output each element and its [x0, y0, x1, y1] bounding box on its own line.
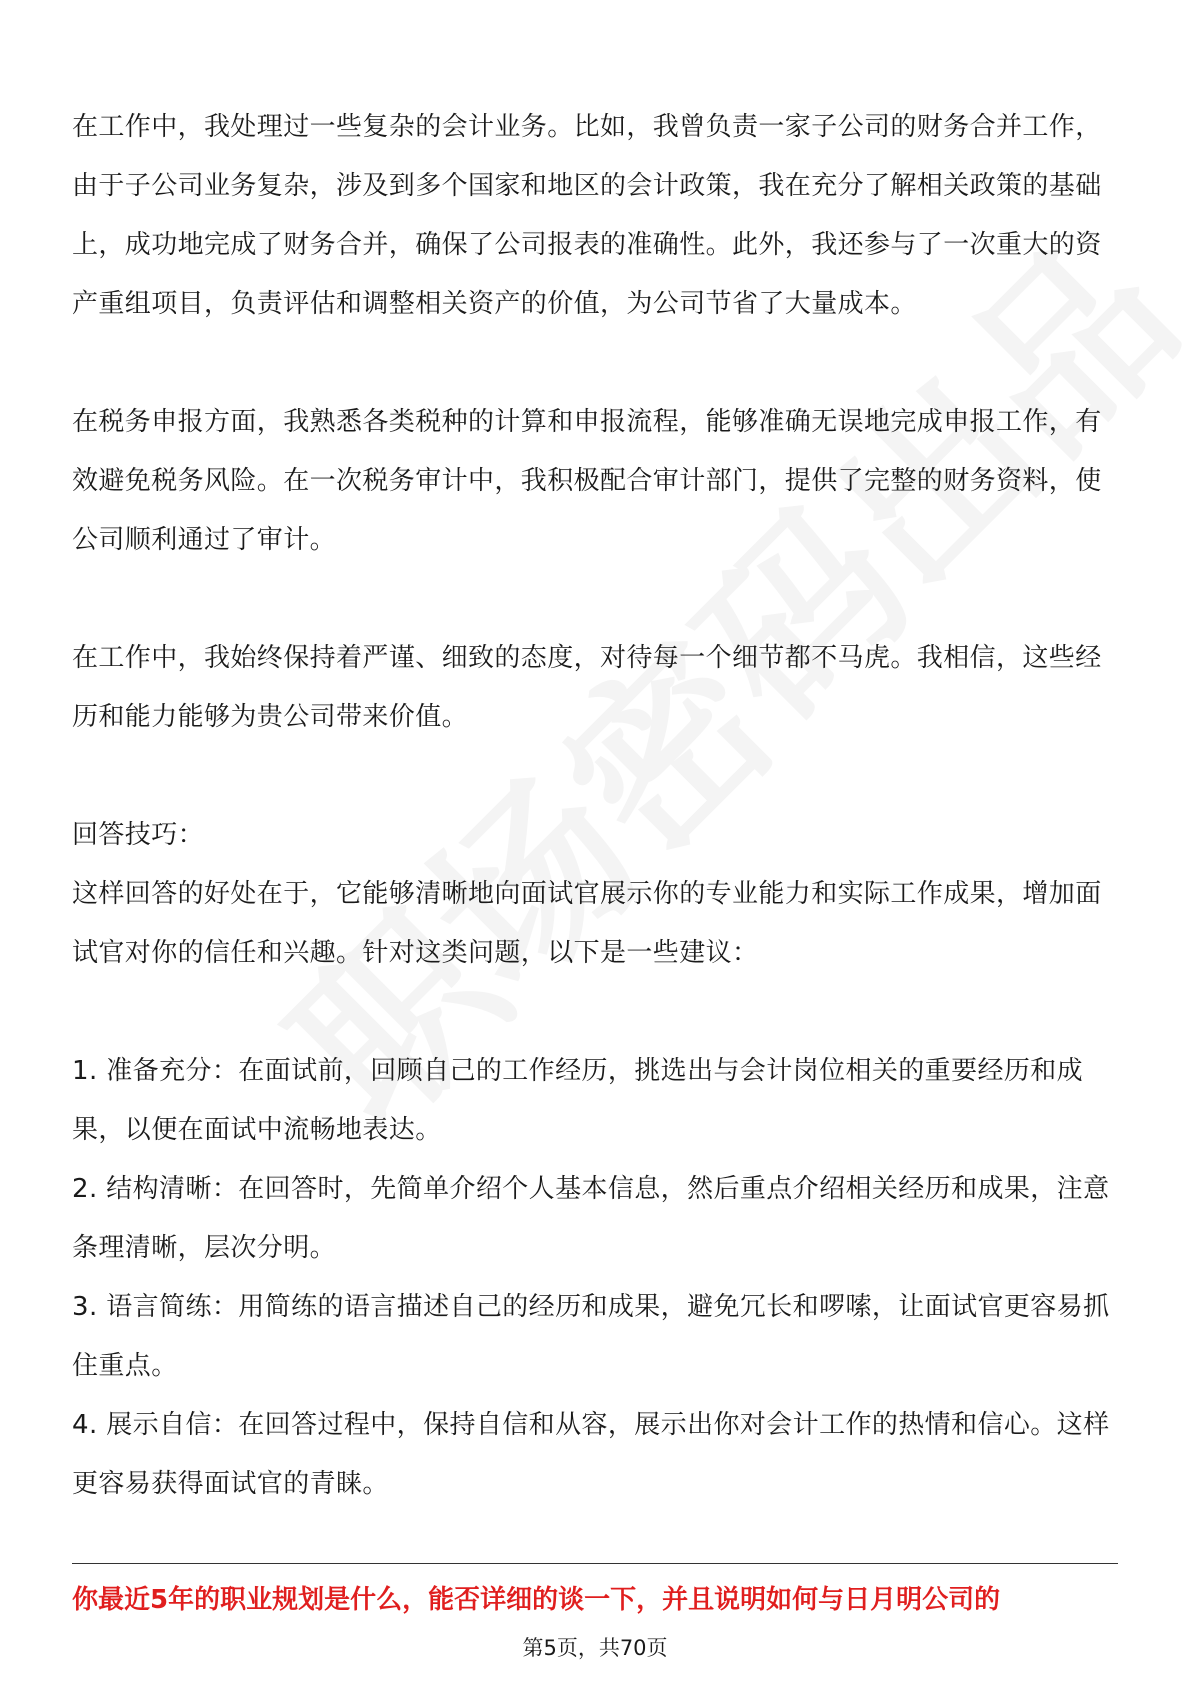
tip-item-1: 1. 准备充分：在面试前，回顾自己的工作经历，挑选出与会计岗位相关的重要经历和成果，以便在面试中流畅地表达。 — [72, 1056, 1084, 1145]
next-question-heading: 你最近5年的职业规划是什么，能否详细的谈一下，并且说明如何与日月明公司的 — [72, 1585, 1001, 1615]
tip-item-2: 2. 结构清晰：在回答时，先简单介绍个人基本信息，然后重点介绍相关经历和成果，注意条理清晰，层次分明。 — [72, 1174, 1110, 1263]
page-number: 第5页，共70页 — [522, 1636, 668, 1660]
answer-paragraph-2: 在税务申报方面，我熟悉各类税种的计算和申报流程，能够准确无误地完成申报工作，有效避免税务风险。在一次税务审计中，我积极配合审计部门，提供了完整的财务资料，使公司顺利通过了审计。 — [72, 407, 1102, 555]
paragraph-gap — [72, 334, 1118, 393]
tips-heading: 回答技巧： — [72, 820, 205, 850]
tip-item-4: 4. 展示自信：在回答过程中，保持自信和从容，展示出你对会计工作的热情和信心。这样更容易获得面试官的青睐。 — [72, 1410, 1110, 1499]
paragraph-gap — [72, 983, 1118, 1042]
page-content — [72, 98, 1118, 1514]
answer-paragraph-3: 在工作中，我始终保持着严谨、细致的态度，对待每一个细节都不马虎。我相信，这些经历和能力能够为贵公司带来价值。 — [72, 643, 1102, 732]
paragraph-gap — [72, 570, 1118, 629]
section-divider — [72, 1563, 1118, 1564]
answer-paragraph-1: 在工作中，我处理过一些复杂的会计业务。比如，我曾负责一家子公司的财务合并工作，由于子公司业务复杂，涉及到多个国家和地区的会计政策，我在充分了解相关政策的基础上，成功地完成了财务合并，确保了公司报表的准确性。此外，我还参与了一次重大的资产重组项目，负责评估和调整相关资产的价值，为公司节省了大量成本。 — [72, 112, 1102, 319]
paragraph-gap — [72, 747, 1118, 806]
tips-intro: 这样回答的好处在于，它能够清晰地向面试官展示你的专业能力和实际工作成果，增加面试官对你的信任和兴趣。针对这类问题，以下是一些建议： — [72, 879, 1102, 968]
tip-item-3: 3. 语言简练：用简练的语言描述自己的经历和成果，避免冗长和啰嗦，让面试官更容易抓住重点。 — [72, 1292, 1110, 1381]
